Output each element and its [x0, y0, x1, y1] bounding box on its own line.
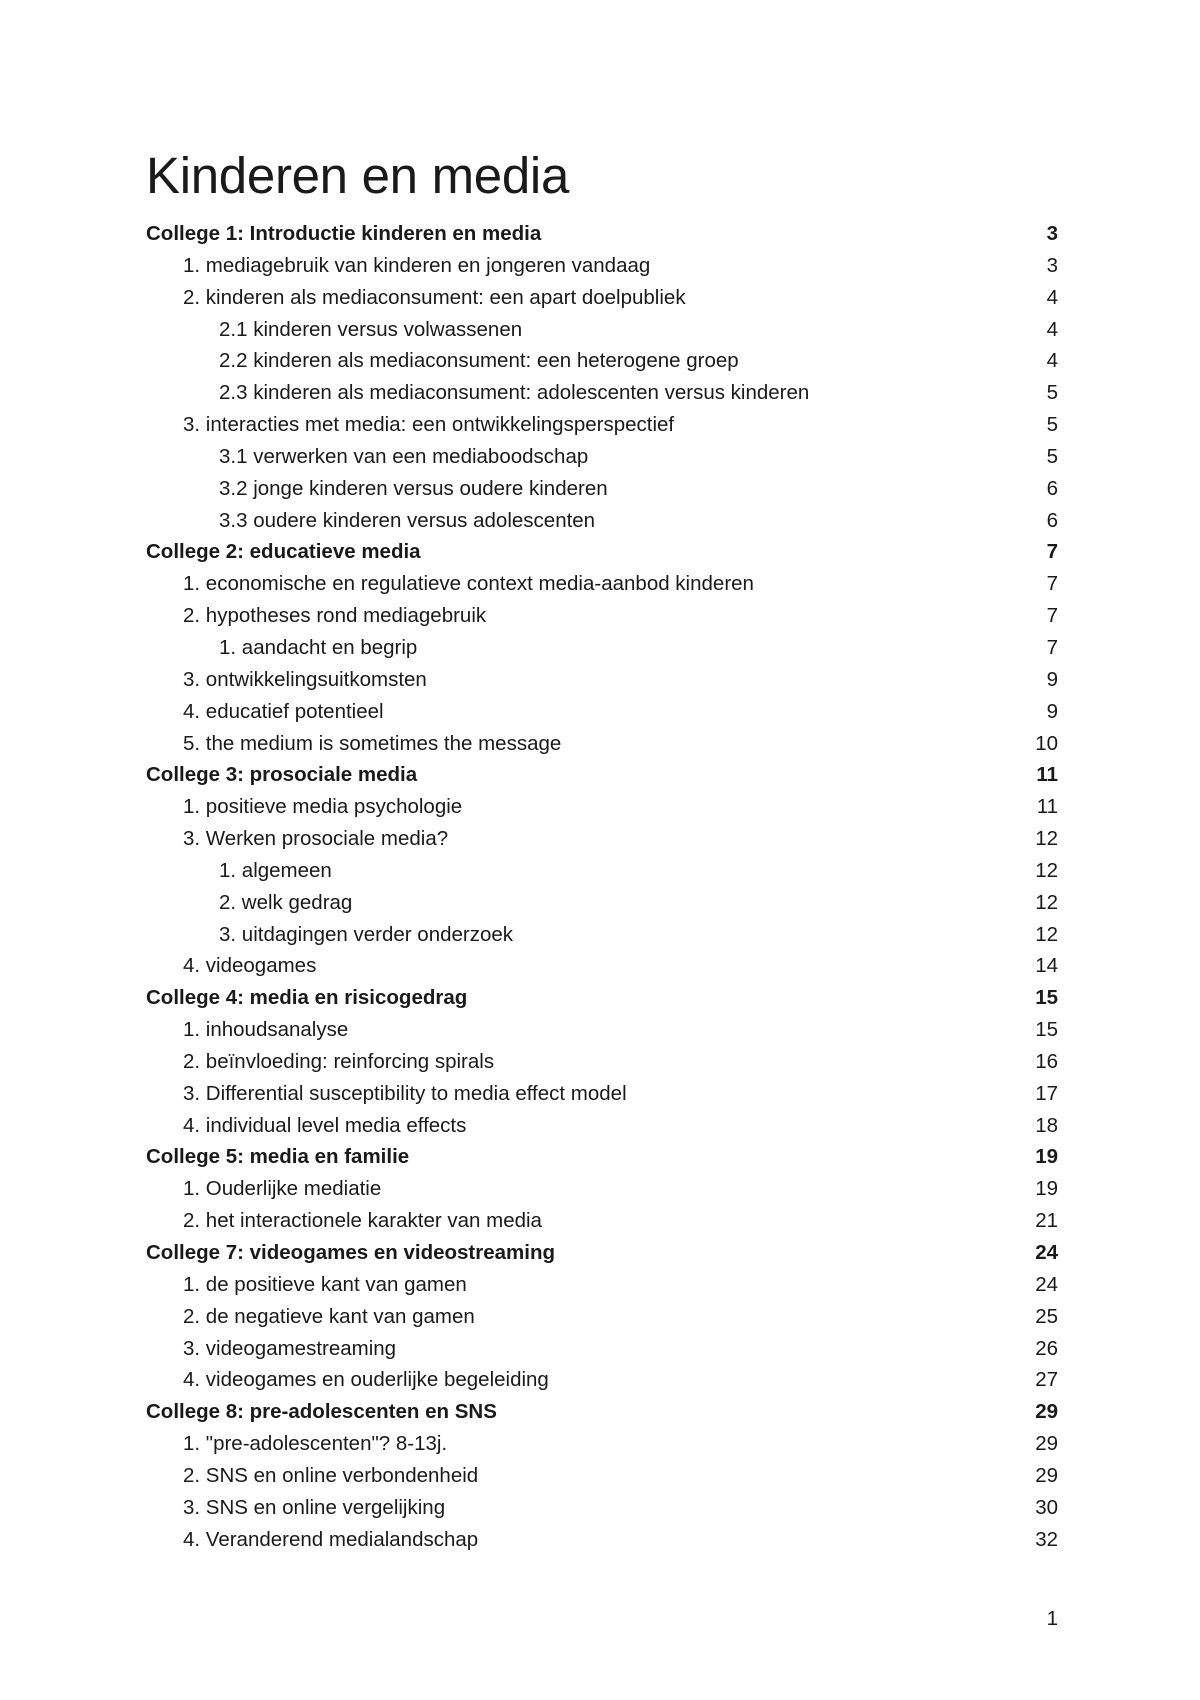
- toc-entry-page-number: 4: [1046, 349, 1058, 373]
- toc-entry-page-number: 30: [1035, 1495, 1058, 1519]
- toc-entry-page-number: 3: [1046, 253, 1058, 277]
- toc-chapter-entry[interactable]: [146, 536, 1058, 568]
- toc-entry-title: 1. de positieve kant van gamen: [183, 1272, 467, 1296]
- toc-entry-page-number: 29: [1035, 1400, 1058, 1424]
- toc-entry-title: 1. mediagebruik van kinderen en jongeren vandaag: [183, 253, 651, 277]
- toc-entry-title: 3. uitdagingen verder onderzoek: [219, 922, 514, 946]
- toc-subsection-entry[interactable]: [146, 919, 1058, 951]
- toc-entry-title: College 4: media en risicogedrag: [146, 986, 468, 1010]
- toc-entry-page-number: 32: [1035, 1527, 1058, 1551]
- toc-entry-title: 3. Werken prosociale media?: [183, 827, 449, 851]
- toc-section-entry[interactable]: [146, 600, 1058, 632]
- toc-subsection-entry[interactable]: [146, 377, 1058, 409]
- toc-entry-page-number: 10: [1035, 731, 1058, 755]
- toc-entry-page-number: 17: [1035, 1081, 1058, 1105]
- toc-entry-page-number: 5: [1046, 381, 1058, 405]
- toc-entry-page-number: 9: [1046, 699, 1058, 723]
- toc-entry-page-number: 21: [1035, 1209, 1058, 1233]
- toc-entry-title: College 7: videogames en videostreaming: [146, 1241, 555, 1264]
- toc-section-entry[interactable]: [146, 1110, 1058, 1142]
- toc-entry-page-number: 4: [1046, 285, 1058, 309]
- toc-subsection-entry[interactable]: [146, 632, 1058, 664]
- toc-section-entry[interactable]: [146, 1428, 1058, 1460]
- toc-section-entry[interactable]: [146, 696, 1058, 728]
- document-title: Kinderen en media: [146, 147, 570, 204]
- toc-entry-title: 1. "pre-adolescenten"? 8-13j.: [183, 1432, 448, 1456]
- toc-entry-page-number: 11: [1036, 763, 1058, 787]
- toc-entry-page-number: 7: [1046, 540, 1058, 564]
- toc-section-entry[interactable]: [146, 823, 1058, 855]
- toc-entry-title: College 5: media en familie: [146, 1145, 410, 1169]
- toc-section-entry[interactable]: [146, 1078, 1058, 1110]
- toc-entry-page-number: 18: [1035, 1113, 1058, 1137]
- toc-entry-page-number: 12: [1035, 922, 1058, 946]
- toc-entry-title: 4. videogames en ouderlijke begeleiding: [183, 1368, 549, 1392]
- toc-entry-page-number: 5: [1046, 413, 1058, 437]
- toc-entry-page-number: 15: [1035, 1018, 1058, 1042]
- toc-entry-page-number: 11: [1036, 795, 1058, 819]
- toc-subsection-entry[interactable]: [146, 473, 1058, 505]
- toc-subsection-entry[interactable]: [146, 441, 1058, 473]
- toc-subsection-entry[interactable]: [146, 855, 1058, 887]
- toc-entry-title: 1. positieve media psychologie: [183, 795, 463, 819]
- toc-section-entry[interactable]: [146, 1364, 1058, 1396]
- toc-entry-page-number: 25: [1035, 1304, 1058, 1328]
- toc-entry-title: College 2: educatieve media: [146, 540, 421, 564]
- toc-entry-title: 1. algemeen: [219, 858, 332, 882]
- page-number: 1: [1046, 1607, 1058, 1630]
- toc-section-entry[interactable]: [146, 1524, 1058, 1556]
- toc-section-entry[interactable]: [146, 1492, 1058, 1524]
- toc-section-entry[interactable]: [146, 409, 1058, 441]
- toc-entry-title: 2. welk gedrag: [219, 890, 353, 914]
- toc-entry-page-number: 26: [1035, 1336, 1058, 1360]
- toc-entry-page-number: 27: [1035, 1368, 1058, 1392]
- toc-entry-title: 2.1 kinderen versus volwassenen: [219, 317, 523, 341]
- toc-chapter-entry[interactable]: [146, 759, 1058, 791]
- toc-section-entry[interactable]: [146, 1333, 1058, 1365]
- toc-entry-title: College 1: Introductie kinderen en media: [146, 222, 542, 245]
- toc-entry-title: College 3: prosociale media: [146, 763, 418, 787]
- toc-entry-page-number: 19: [1035, 1145, 1058, 1169]
- toc-entry-title: 1. aandacht en begrip: [219, 635, 418, 659]
- toc-entry-page-number: 15: [1035, 986, 1058, 1010]
- toc-chapter-entry[interactable]: [146, 1237, 1058, 1269]
- toc-entry-title: 2. het interactionele karakter van media: [183, 1209, 542, 1233]
- toc-entry-title: 4. videogames: [183, 954, 317, 978]
- toc-entry-title: 2. beïnvloeding: reinforcing spirals: [183, 1049, 495, 1073]
- toc-entry-title: 2. kinderen als mediaconsument: een apart doelpubliek: [183, 285, 686, 309]
- toc-section-entry[interactable]: [146, 282, 1058, 314]
- toc-entry-page-number: 29: [1035, 1463, 1058, 1487]
- toc-entry-title: 5. the medium is sometimes the message: [183, 731, 562, 755]
- toc-entry-title: 2. hypotheses rond mediagebruik: [183, 604, 487, 628]
- toc-entry-page-number: 9: [1046, 667, 1058, 691]
- toc-entry-title: 3.3 oudere kinderen versus adolescenten: [219, 508, 596, 532]
- toc-section-entry[interactable]: [146, 791, 1058, 823]
- toc-entry-title: 3. ontwikkelingsuitkomsten: [183, 667, 427, 691]
- toc-entry-page-number: 12: [1035, 858, 1058, 882]
- toc-entry-title: College 8: pre-adolescenten en SNS: [146, 1400, 497, 1424]
- toc-section-entry[interactable]: [146, 1269, 1058, 1301]
- table-of-contents: [146, 218, 1058, 1555]
- toc-section-entry[interactable]: [146, 1205, 1058, 1237]
- toc-section-entry[interactable]: [146, 1046, 1058, 1078]
- toc-entry-page-number: 29: [1035, 1432, 1058, 1456]
- toc-entry-title: 2.3 kinderen als mediaconsument: adolescenten versus kinderen: [219, 381, 810, 405]
- toc-entry-page-number: 24: [1035, 1241, 1058, 1264]
- toc-section-entry[interactable]: [146, 1173, 1058, 1205]
- toc-entry-title: 1. Ouderlijke mediatie: [183, 1177, 382, 1201]
- toc-section-entry[interactable]: [146, 950, 1058, 982]
- toc-entry-page-number: 3: [1046, 222, 1058, 245]
- toc-section-entry[interactable]: [146, 1301, 1058, 1333]
- toc-section-entry[interactable]: [146, 1014, 1058, 1046]
- toc-section-entry[interactable]: [146, 728, 1058, 760]
- toc-entry-title: 3. SNS en online vergelijking: [183, 1495, 446, 1519]
- toc-entry-title: 3. Differential susceptibility to media effect model: [183, 1081, 627, 1105]
- toc-subsection-entry[interactable]: [146, 345, 1058, 377]
- toc-entry-page-number: 7: [1046, 635, 1058, 659]
- toc-entry-title: 3.2 jonge kinderen versus oudere kinderen: [219, 476, 608, 500]
- toc-section-entry[interactable]: [146, 568, 1058, 600]
- toc-entry-page-number: 6: [1046, 476, 1058, 500]
- toc-section-entry[interactable]: [146, 664, 1058, 696]
- toc-entry-title: 2. SNS en online verbondenheid: [183, 1463, 479, 1487]
- toc-chapter-entry[interactable]: [146, 982, 1058, 1014]
- toc-entry-page-number: 5: [1046, 444, 1058, 468]
- toc-entry-page-number: 14: [1035, 954, 1058, 978]
- toc-subsection-entry[interactable]: [146, 887, 1058, 919]
- toc-subsection-entry[interactable]: [146, 314, 1058, 346]
- toc-entry-title: 4. Veranderend medialandschap: [183, 1527, 479, 1551]
- toc-entry-page-number: 24: [1035, 1272, 1058, 1296]
- toc-entry-title: 1. inhoudsanalyse: [183, 1018, 349, 1042]
- toc-entry-page-number: 6: [1046, 508, 1058, 532]
- toc-entry-page-number: 19: [1035, 1177, 1058, 1201]
- toc-entry-title: 2.2 kinderen als mediaconsument: een heterogene groep: [219, 349, 739, 373]
- toc-entry-title: 4. educatief potentieel: [183, 699, 384, 723]
- toc-section-entry[interactable]: [146, 250, 1058, 282]
- toc-entry-title: 3. interacties met media: een ontwikkelingsperspectief: [183, 413, 675, 437]
- toc-chapter-entry[interactable]: [146, 1396, 1058, 1428]
- toc-entry-title: 1. economische en regulatieve context media-aanbod kinderen: [183, 572, 754, 596]
- toc-entry-page-number: 4: [1046, 317, 1058, 341]
- toc-entry-title: 3.1 verwerken van een mediaboodschap: [219, 444, 589, 468]
- toc-chapter-entry[interactable]: [146, 1141, 1058, 1173]
- toc-section-entry[interactable]: [146, 1460, 1058, 1492]
- toc-entry-title: 2. de negatieve kant van gamen: [183, 1304, 475, 1328]
- toc-subsection-entry[interactable]: [146, 505, 1058, 537]
- toc-entry-title: 4. individual level media effects: [183, 1113, 467, 1137]
- toc-entry-page-number: 7: [1046, 572, 1058, 596]
- toc-entry-page-number: 12: [1035, 827, 1058, 851]
- toc-entry-title: 3. videogamestreaming: [183, 1336, 397, 1360]
- toc-entry-page-number: 12: [1035, 890, 1058, 914]
- toc-entry-page-number: 16: [1035, 1049, 1058, 1073]
- toc-chapter-entry[interactable]: [146, 218, 1058, 250]
- toc-entry-page-number: 7: [1046, 604, 1058, 628]
